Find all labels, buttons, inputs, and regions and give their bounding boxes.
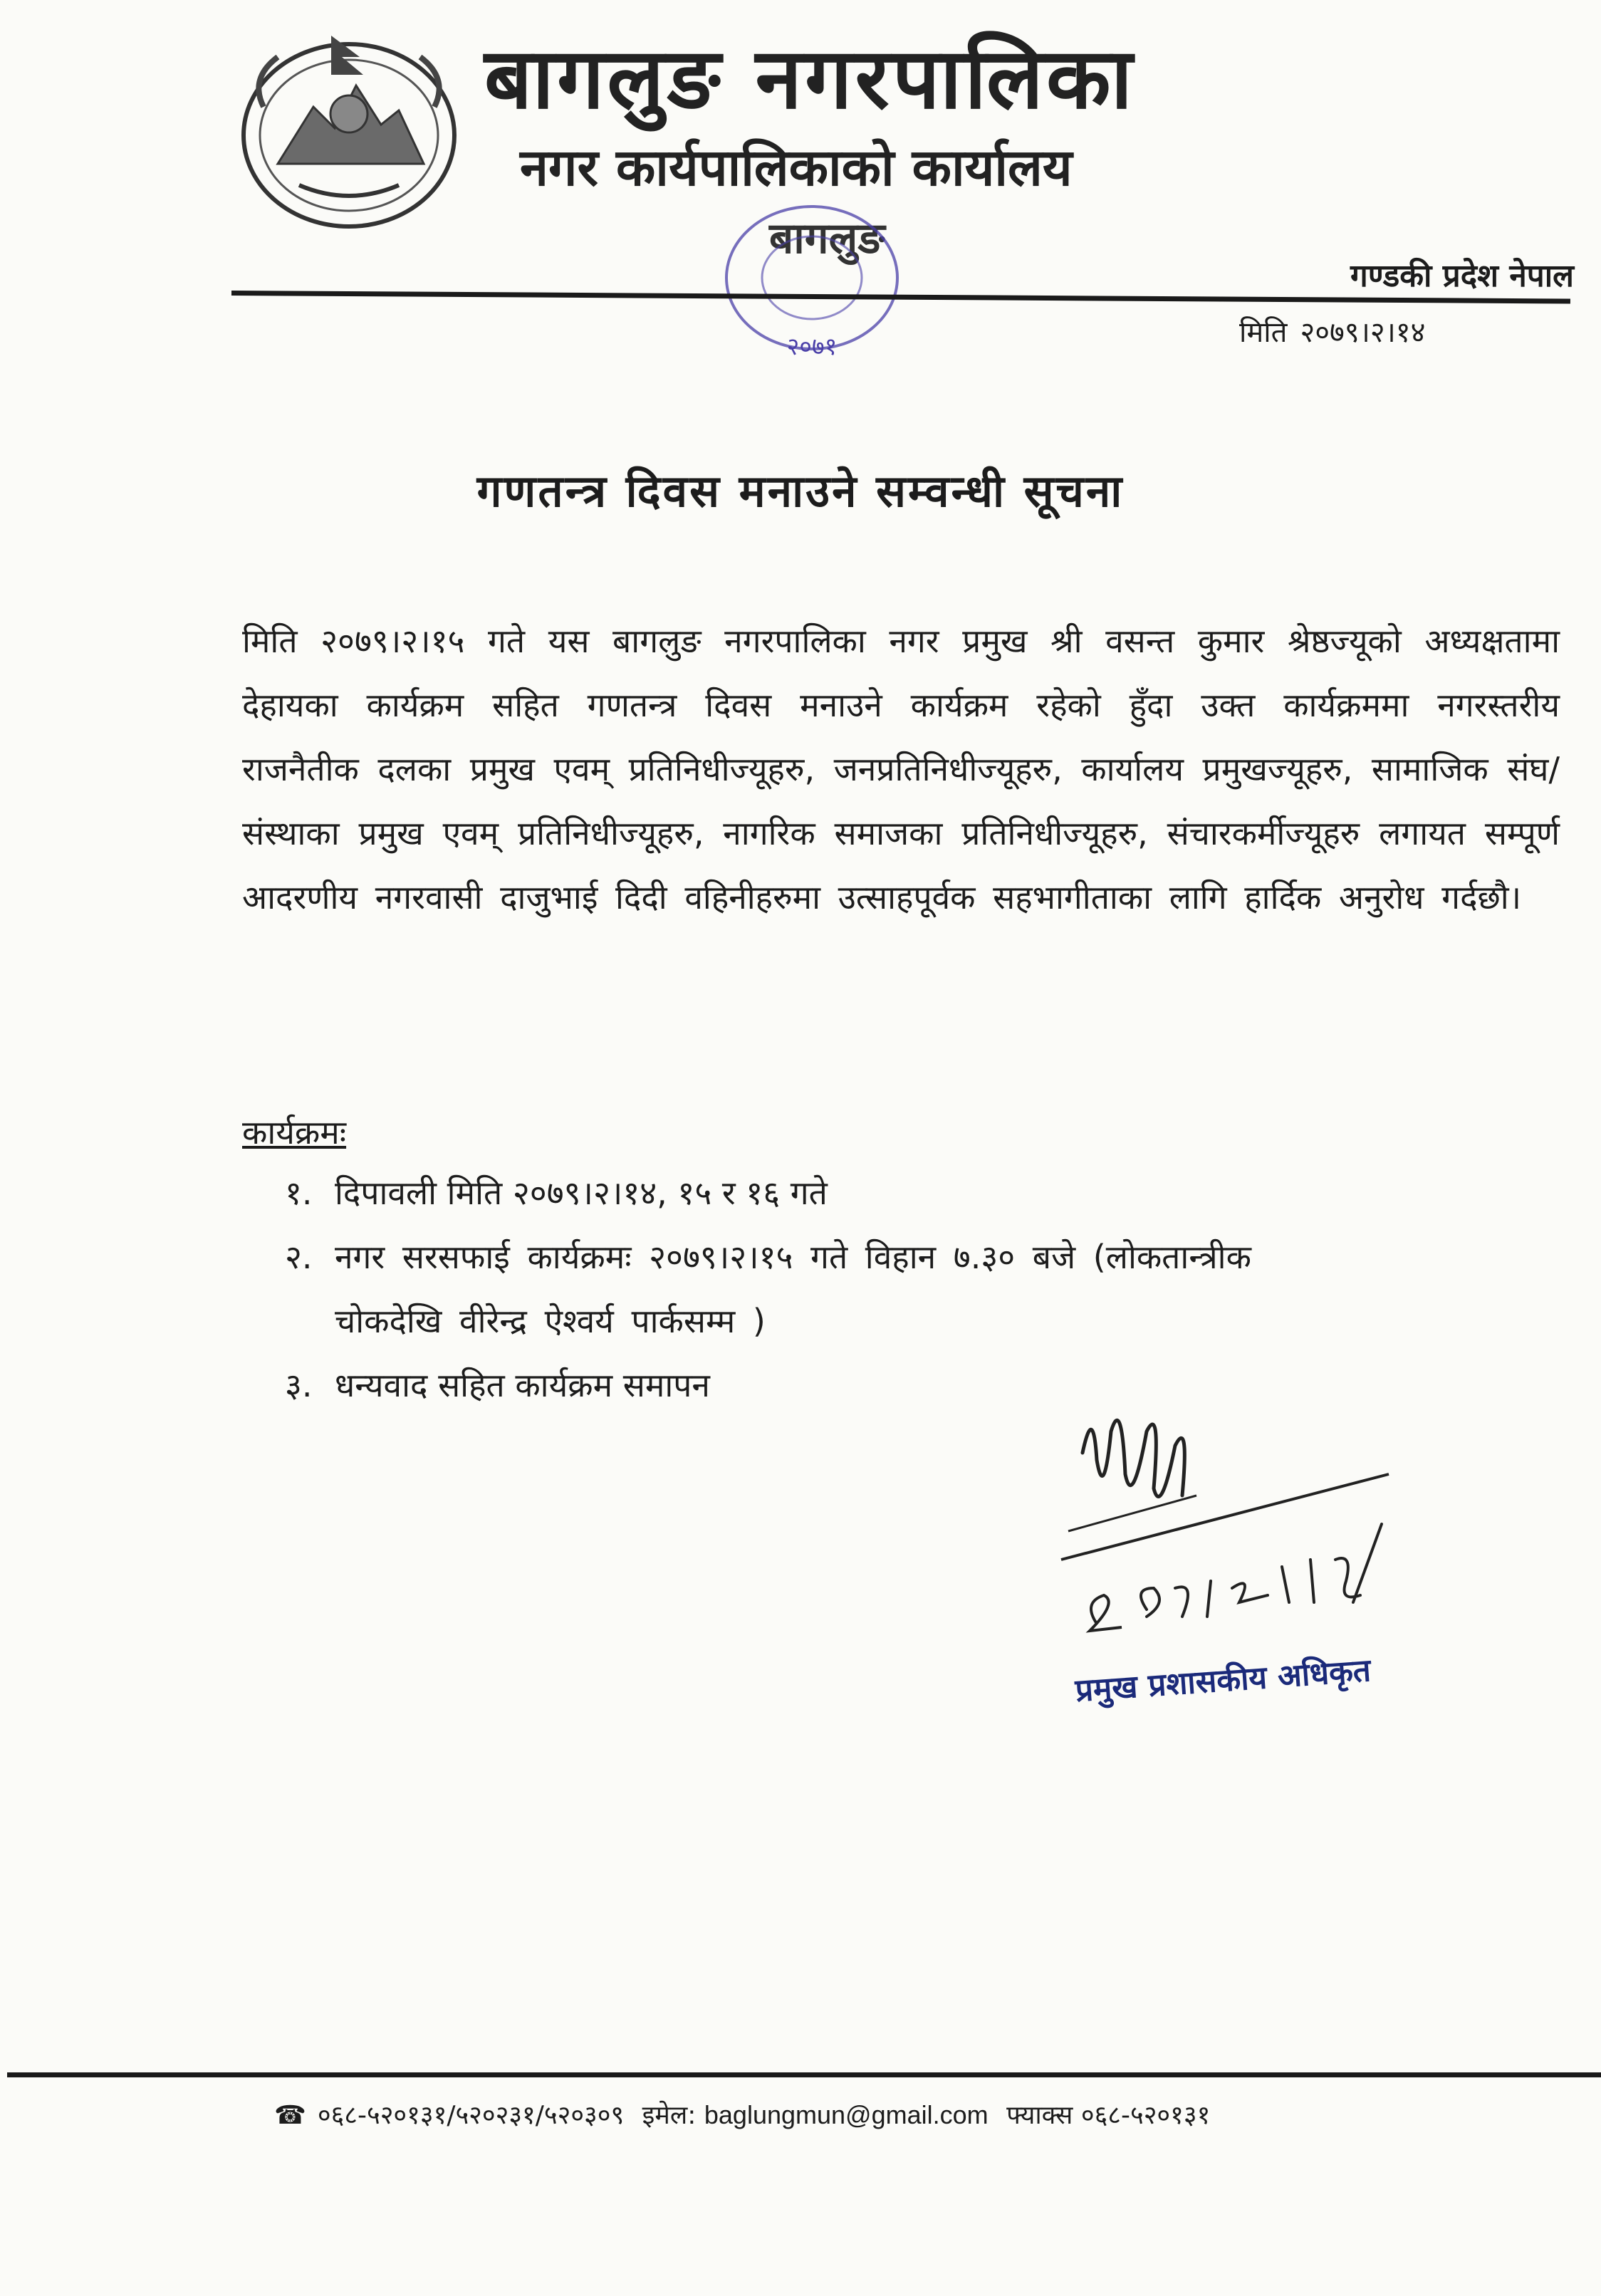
office-stamp [705, 192, 919, 363]
program-item [285, 1225, 1560, 1353]
telephone-icon: ☎ [274, 2101, 306, 2130]
handwritten-signature [1054, 1389, 1453, 1688]
email-link[interactable]: baglungmun@gmail.com [704, 2100, 989, 2129]
province-label: गण्डकी प्रदेश नेपाल [1350, 258, 1574, 294]
fax-label: फ्याक्स [1006, 2101, 1073, 2130]
program-item-text: दिपावली मिति २०७९।२।१४, १५ र १६ गते [335, 1174, 828, 1212]
contact-footer [274, 2097, 1485, 2134]
program-heading: कार्यक्रमः [242, 1113, 347, 1152]
date-label: मिति [1239, 316, 1288, 349]
org-name: बागलुङ नगरपालिका [484, 29, 1136, 127]
office-city: बागलुङ [769, 214, 885, 263]
program-list [285, 1161, 1560, 1417]
program-item-number: १. [285, 1174, 313, 1212]
government-emblem-icon [235, 28, 463, 235]
fax-number: ०६८-५२०१३१ [1080, 2101, 1211, 2130]
program-item-number: ३. [285, 1366, 313, 1404]
footer-divider [7, 2072, 1601, 2077]
program-item-number: २. [285, 1238, 313, 1276]
issue-date [1239, 313, 1553, 352]
date-value: २०७९।२।१४ [1300, 316, 1426, 349]
email-label: इमेल: [642, 2101, 697, 2130]
signatory-title: प्रमुख प्रशासकीय अधिकृत [1074, 1652, 1372, 1709]
notice-title: गणतन्त्र दिवस मनाउने सम्वन्धी सूचना [476, 465, 1125, 517]
program-item-text: धन्यवाद सहित कार्यक्रम समापन [335, 1366, 710, 1404]
stamp-year: २०७१ [786, 333, 838, 361]
office-name: नगर कार्यपालिकाको कार्यालय [520, 137, 1073, 197]
phone-numbers: ०६८-५२०१३१/५२०२३१/५२०३०९ [317, 2101, 625, 2130]
program-item-text: नगर सरसफाई कार्यक्रमः २०७९।२।१५ गते विहान ७.३० बजे (लोकतान्त्रीक [335, 1238, 1251, 1276]
notice-body: मिति २०७९।२।१५ गते यस बागलुङ नगरपालिका नगर प्रमुख श्री वसन्त कुमार श्रेष्ठज्यूको अध्यक्षतामा देहायका कार्यक्रम सहित गणतन्त्र दिवस मनाउने कार्यक्रम रहेको हुँदा उक्त कार्यक्रममा नगरस्तरीय राजनैतीक दलका प्रमुख एवम् प्रतिनिधीज्यूहरु, जनप्रतिनिधीज्यूहरु, कार्यालय प्रमुखज्यूहरु, सामाजिक संघ/संस्थाका प्रमुख एवम् प्रतिनिधीज्यूहरु, नागरिक समाजका प्रतिनिधीज्यूहरु, संचारकर्मीज्यूहरु लगायत सम्पूर्ण आदरणीय नगरवासी दाजुभाई दिदी वहिनीहरुमा उत्साहपूर्वक सहभागीताका लागि हार्दिक अनुरोध गर्दछौ। [242, 622, 1560, 917]
program-item-continuation: चोकदेखि वीरेन्द्र ऐश्वर्य पार्कसम्म ) [335, 1302, 766, 1340]
program-item [285, 1161, 1560, 1225]
